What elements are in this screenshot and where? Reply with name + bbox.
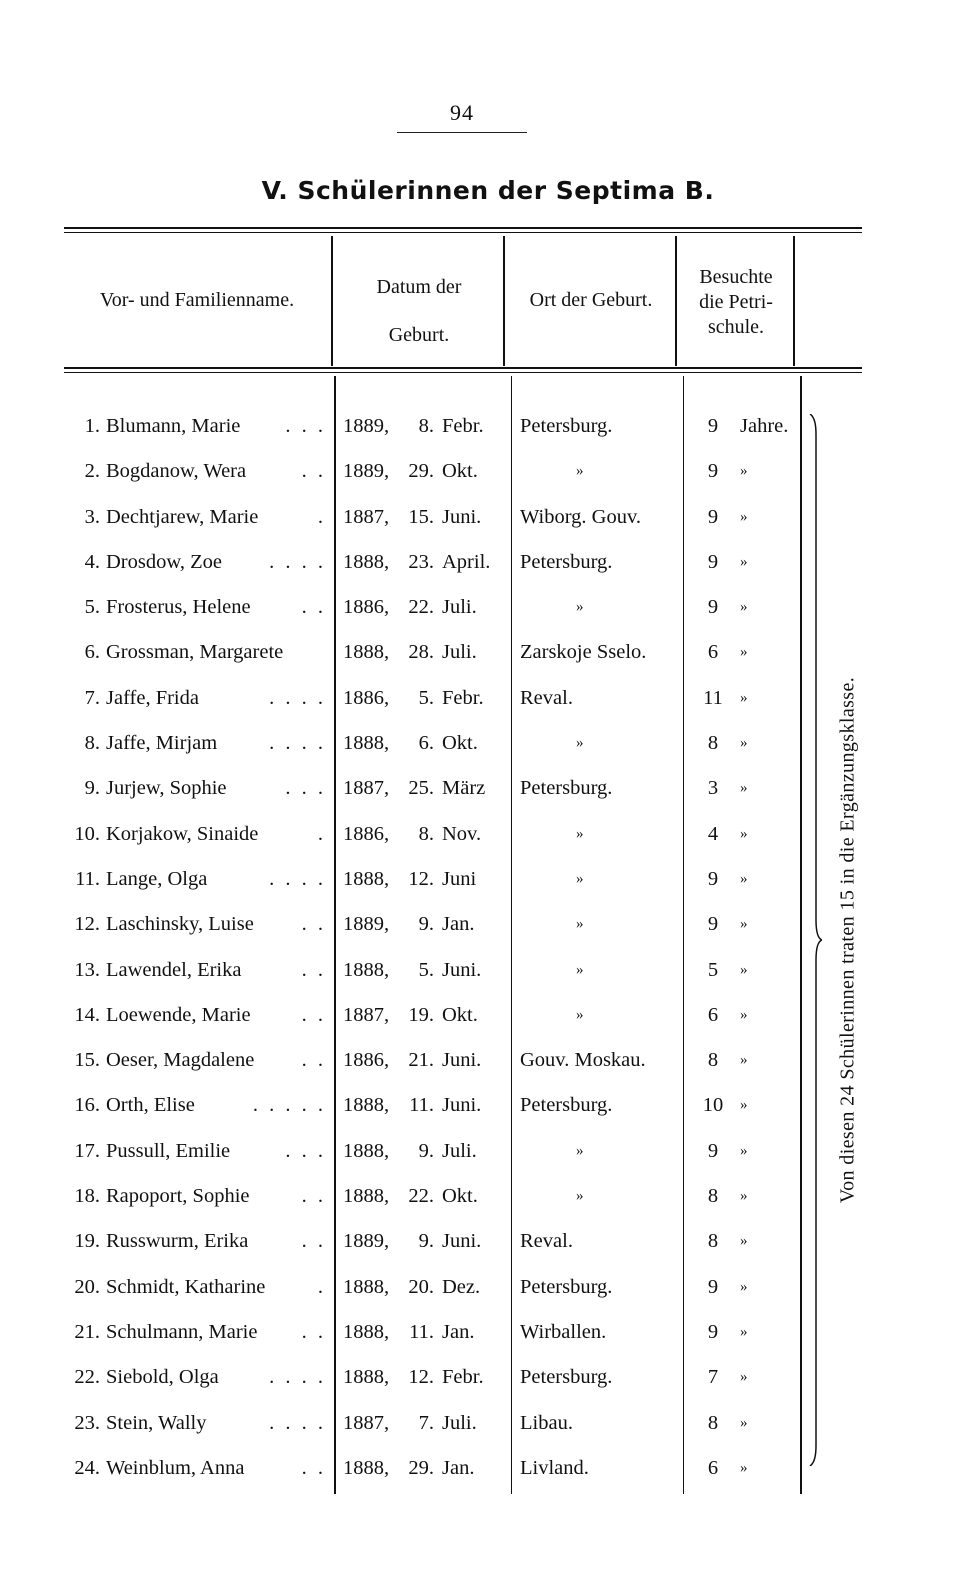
birth-place: » <box>576 1188 584 1205</box>
birth-month: Juli. <box>442 641 477 664</box>
years-unit: » <box>740 1052 748 1069</box>
birth-year: 1888, <box>343 1366 390 1389</box>
page-number: 94 <box>450 100 474 125</box>
years-attended: 9 <box>707 415 719 437</box>
birth-year: 1887, <box>343 1411 390 1434</box>
table-row <box>0 495 976 540</box>
student-name: Oeser, Magdalene <box>106 1049 255 1072</box>
student-name: Orth, Elise <box>106 1094 195 1117</box>
table-row <box>0 1265 976 1310</box>
column-divider <box>793 236 795 366</box>
birth-place: Reval. <box>520 1230 573 1253</box>
leader-dots: . . <box>301 1003 326 1026</box>
birth-month: Juli. <box>442 1411 477 1434</box>
row-number: 12. <box>74 913 100 936</box>
years-unit: » <box>740 1006 748 1023</box>
row-number: 14. <box>74 1003 100 1026</box>
years-attended: 11 <box>703 686 723 709</box>
leader-dots: . . <box>301 958 326 981</box>
birth-month: Juni. <box>442 1230 482 1253</box>
birth-place: » <box>576 735 584 752</box>
birth-day: 12. <box>408 867 434 890</box>
years-attended: 6 <box>707 641 719 664</box>
header-bottom-rule <box>64 367 862 369</box>
years-unit: » <box>740 689 748 706</box>
student-name: Russwurm, Erika <box>106 1230 249 1253</box>
years-unit: » <box>740 1097 748 1114</box>
header-school-line3: schule. <box>707 316 765 338</box>
row-number: 8. <box>84 732 100 755</box>
birth-day: 9. <box>418 1230 434 1253</box>
leader-dots: . . <box>301 913 326 936</box>
birth-month: Nov. <box>442 822 482 845</box>
birth-year: 1888, <box>343 1139 390 1162</box>
table-row <box>0 1355 976 1400</box>
birth-year: 1888, <box>343 641 390 664</box>
student-name: Weinblum, Anna <box>106 1456 245 1479</box>
birth-month: Jan. <box>442 1456 475 1479</box>
birth-place: » <box>576 961 584 978</box>
birth-place: Zarskoje Sselo. <box>520 641 647 664</box>
curly-brace <box>808 414 822 1466</box>
birth-year: 1889, <box>343 1230 390 1253</box>
student-name: Frosterus, Helene <box>106 596 251 619</box>
years-attended: 8 <box>707 1185 719 1208</box>
row-number: 1. <box>84 415 100 437</box>
student-name: Grossman, Margarete <box>106 641 284 664</box>
birth-month: Juni. <box>442 505 482 528</box>
birth-year: 1888, <box>343 1456 390 1479</box>
row-number: 3. <box>84 505 100 528</box>
birth-place: Petersburg. <box>520 550 613 573</box>
years-unit: » <box>740 463 748 480</box>
leader-dots: . . . <box>285 415 326 437</box>
student-name: Rapoport, Sophie <box>106 1185 250 1208</box>
leader-dots: . . . . <box>269 1366 326 1389</box>
row-number: 5. <box>84 596 100 619</box>
years-unit: » <box>740 1369 748 1386</box>
row-number: 13. <box>74 958 100 981</box>
birth-day: 8. <box>418 415 434 437</box>
birth-month: April. <box>442 550 491 573</box>
student-name: Bogdanow, Wera <box>106 460 247 483</box>
birth-year: 1889, <box>343 460 390 483</box>
years-attended: 4 <box>707 822 719 845</box>
birth-month: Okt. <box>442 732 478 755</box>
years-attended: 9 <box>707 913 719 936</box>
table-row <box>0 948 976 993</box>
leader-dots: . <box>317 822 326 845</box>
birth-day: 23. <box>408 550 434 573</box>
birth-month: Okt. <box>442 1003 478 1026</box>
years-attended: 9 <box>707 867 719 890</box>
birth-day: 9. <box>418 913 434 936</box>
row-number: 16. <box>74 1094 100 1117</box>
birth-year: 1887, <box>343 505 390 528</box>
birth-year: 1888, <box>343 1185 390 1208</box>
years-attended: 9 <box>707 1275 719 1298</box>
leader-dots: . . <box>301 460 326 483</box>
birth-month: Febr. <box>442 1366 484 1389</box>
birth-place: Reval. <box>520 686 573 709</box>
years-unit: » <box>740 780 748 797</box>
table-row <box>0 540 976 585</box>
leader-dots: . <box>317 1275 326 1298</box>
birth-year: 1888, <box>343 1094 390 1117</box>
student-name: Jaffe, Mirjam <box>106 732 218 755</box>
birth-year: 1888, <box>343 1320 390 1343</box>
birth-month: Jan. <box>442 913 475 936</box>
leader-dots: . . <box>301 596 326 619</box>
leader-dots: . . . . <box>269 732 326 755</box>
row-number: 23. <box>74 1411 100 1434</box>
years-unit: » <box>740 1459 748 1476</box>
years-attended: 8 <box>707 1049 719 1072</box>
birth-place: » <box>576 1142 584 1159</box>
table-row <box>0 721 976 766</box>
years-unit: » <box>740 644 748 661</box>
years-unit: » <box>740 961 748 978</box>
birth-day: 7. <box>418 1411 434 1434</box>
birth-day: 21. <box>408 1049 434 1072</box>
years-unit: » <box>740 1414 748 1431</box>
row-number: 11. <box>75 867 100 890</box>
birth-day: 28. <box>408 641 434 664</box>
page-number-rule <box>397 132 527 133</box>
birth-day: 8. <box>418 822 434 845</box>
table-row <box>0 630 976 675</box>
birth-place: Wiborg. Gouv. <box>520 505 642 528</box>
birth-month: Juli. <box>442 1139 477 1162</box>
years-unit: » <box>740 1323 748 1340</box>
birth-place: Petersburg. <box>520 1275 613 1298</box>
leader-dots: . . <box>301 1185 326 1208</box>
birth-month: Okt. <box>442 1185 478 1208</box>
student-name: Stein, Wally <box>106 1411 207 1434</box>
leader-dots: . . . . <box>269 550 326 573</box>
table-row <box>0 993 976 1038</box>
years-unit: » <box>740 1278 748 1295</box>
row-number: 22. <box>74 1366 100 1389</box>
years-attended: 10 <box>702 1094 724 1117</box>
birth-year: 1888, <box>343 867 390 890</box>
leader-dots: . . <box>301 1456 326 1479</box>
row-number: 17. <box>74 1139 100 1162</box>
birth-day: 22. <box>408 596 434 619</box>
birth-month: Jan. <box>442 1320 475 1343</box>
table-row <box>0 1310 976 1355</box>
years-unit: » <box>740 870 748 887</box>
years-attended: 9 <box>707 596 719 619</box>
years-attended: 8 <box>707 1230 719 1253</box>
years-attended: 3 <box>707 777 719 800</box>
leader-dots: . . . <box>285 1139 326 1162</box>
years-attended: 6 <box>707 1003 719 1026</box>
birth-day: 25. <box>408 777 434 800</box>
birth-place: » <box>576 870 584 887</box>
years-unit: Jahre. <box>740 415 789 437</box>
birth-month: März <box>442 777 486 800</box>
birth-month: Febr. <box>442 415 484 437</box>
student-name: Loewende, Marie <box>106 1003 251 1026</box>
years-unit: » <box>740 508 748 525</box>
birth-place: » <box>576 599 584 616</box>
row-number: 2. <box>84 460 100 483</box>
leader-dots: . . . . <box>269 1411 326 1434</box>
birth-year: 1888, <box>343 550 390 573</box>
table-row <box>0 404 976 449</box>
leader-dots: . . . . <box>269 867 326 890</box>
student-name: Lange, Olga <box>106 867 208 890</box>
student-name: Schulmann, Marie <box>106 1320 258 1343</box>
row-number: 18. <box>74 1185 100 1208</box>
header-school-line2: die Petri- <box>699 291 773 313</box>
table-row <box>0 676 976 721</box>
student-name: Pussull, Emilie <box>106 1139 231 1162</box>
table-row <box>0 1446 976 1491</box>
years-attended: 6 <box>707 1456 719 1479</box>
row-number: 4. <box>84 550 100 573</box>
student-name: Siebold, Olga <box>106 1366 219 1389</box>
birth-year: 1888, <box>343 958 390 981</box>
years-unit: » <box>740 916 748 933</box>
student-name: Laschinsky, Luise <box>106 913 254 936</box>
years-unit: » <box>740 1142 748 1159</box>
birth-year: 1889, <box>343 913 390 936</box>
years-unit: » <box>740 1188 748 1205</box>
leader-dots: . . . . . <box>252 1094 326 1117</box>
birth-place: Petersburg. <box>520 1094 613 1117</box>
header-name: Vor- und Familienname. <box>99 289 295 311</box>
leader-dots: . <box>317 505 326 528</box>
row-number: 19. <box>74 1230 100 1253</box>
table-row <box>0 1401 976 1446</box>
birth-day: 9. <box>418 1139 434 1162</box>
years-attended: 8 <box>707 732 719 755</box>
table-row <box>0 1129 976 1174</box>
header-date-line2: Geburt. <box>388 324 450 346</box>
birth-day: 5. <box>418 686 434 709</box>
student-name: Korjakow, Sinaide <box>106 822 259 845</box>
row-number: 20. <box>74 1275 100 1298</box>
birth-month: Juli. <box>442 596 477 619</box>
student-name: Schmidt, Katharine <box>106 1275 266 1298</box>
leader-dots: . . <box>301 1230 326 1253</box>
years-attended: 9 <box>707 550 719 573</box>
birth-month: Okt. <box>442 460 478 483</box>
row-number: 21. <box>74 1320 100 1343</box>
birth-place: Petersburg. <box>520 777 613 800</box>
row-number: 9. <box>84 777 100 800</box>
student-name: Jurjew, Sophie <box>106 777 227 800</box>
row-number: 24. <box>74 1456 100 1479</box>
table-row <box>0 449 976 494</box>
birth-place: Wirballen. <box>520 1320 607 1343</box>
birth-place: » <box>576 916 584 933</box>
birth-month: Juni. <box>442 1094 482 1117</box>
birth-day: 19. <box>408 1003 434 1026</box>
birth-day: 6. <box>418 732 434 755</box>
row-number: 6. <box>84 641 100 664</box>
table-row <box>0 812 976 857</box>
table-top-rule <box>64 227 862 229</box>
birth-place: Libau. <box>520 1411 573 1434</box>
student-name: Drosdow, Zoe <box>106 550 222 573</box>
birth-year: 1886, <box>343 822 390 845</box>
birth-place: » <box>576 1006 584 1023</box>
years-attended: 8 <box>707 1411 719 1434</box>
page-title: V. Schülerinnen der Septima B. <box>261 176 715 205</box>
birth-month: Dez. <box>442 1275 481 1298</box>
birth-day: 11. <box>409 1320 434 1343</box>
years-unit: » <box>740 735 748 752</box>
column-divider <box>675 236 677 366</box>
header-date-line1: Datum der <box>376 276 462 298</box>
birth-year: 1888, <box>343 732 390 755</box>
student-name: Lawendel, Erika <box>106 958 242 981</box>
years-attended: 9 <box>707 460 719 483</box>
table-row <box>0 1038 976 1083</box>
birth-day: 20. <box>408 1275 434 1298</box>
leader-dots: . . <box>301 1049 326 1072</box>
row-number: 10. <box>74 822 100 845</box>
header-school-line1: Besuchte <box>699 266 773 288</box>
years-attended: 9 <box>707 1320 719 1343</box>
birth-place: » <box>576 825 584 842</box>
header-school <box>678 265 794 340</box>
birth-year: 1889, <box>343 415 390 437</box>
column-divider <box>331 236 333 366</box>
leader-dots: . . . . <box>269 686 326 709</box>
years-attended: 9 <box>707 505 719 528</box>
birth-month: Juni. <box>442 1049 482 1072</box>
column-divider <box>503 236 505 366</box>
birth-year: 1888, <box>343 1275 390 1298</box>
student-name: Dechtjarew, Marie <box>106 505 259 528</box>
table-row <box>0 857 976 902</box>
birth-place: » <box>576 463 584 480</box>
birth-day: 11. <box>409 1094 434 1117</box>
side-note-text: Von diesen 24 Schülerinnen traten 15 in die Ergänzungsklasse. <box>836 676 859 1204</box>
leader-dots: . . . <box>285 777 326 800</box>
years-unit: » <box>740 825 748 842</box>
birth-month: Juni. <box>442 958 482 981</box>
birth-year: 1887, <box>343 1003 390 1026</box>
leader-dots: . . <box>301 1320 326 1343</box>
birth-place: Livland. <box>520 1456 589 1479</box>
years-attended: 7 <box>707 1366 719 1389</box>
years-attended: 9 <box>707 1139 719 1162</box>
table-row <box>0 585 976 630</box>
birth-year: 1887, <box>343 777 390 800</box>
birth-day: 12. <box>408 1366 434 1389</box>
years-attended: 5 <box>707 958 719 981</box>
table-row <box>0 1219 976 1264</box>
birth-place: Petersburg. <box>520 1366 613 1389</box>
student-rows <box>0 404 976 1491</box>
row-number: 7. <box>84 686 100 709</box>
table-top-rule-inner <box>64 232 862 233</box>
student-name: Jaffe, Frida <box>106 686 199 709</box>
years-unit: » <box>740 1233 748 1250</box>
birth-year: 1886, <box>343 686 390 709</box>
row-number: 15. <box>74 1049 100 1072</box>
birth-month: Febr. <box>442 686 484 709</box>
birth-day: 5. <box>418 958 434 981</box>
header-bottom-rule-inner <box>64 372 862 373</box>
birth-day: 29. <box>408 460 434 483</box>
birth-year: 1886, <box>343 1049 390 1072</box>
birth-day: 22. <box>408 1185 434 1208</box>
table-row <box>0 1083 976 1128</box>
birth-day: 29. <box>408 1456 434 1479</box>
years-unit: » <box>740 599 748 616</box>
birth-month: Juni <box>442 867 477 890</box>
table-row <box>0 1174 976 1219</box>
birth-place: Petersburg. <box>520 415 613 437</box>
table-row <box>0 902 976 947</box>
table-row <box>0 766 976 811</box>
header-date <box>334 263 504 359</box>
birth-day: 15. <box>408 505 434 528</box>
student-name: Blumann, Marie <box>106 415 241 437</box>
birth-place: Gouv. Moskau. <box>520 1049 646 1072</box>
header-place: Ort der Geburt. <box>529 289 653 311</box>
birth-year: 1886, <box>343 596 390 619</box>
years-unit: » <box>740 553 748 570</box>
